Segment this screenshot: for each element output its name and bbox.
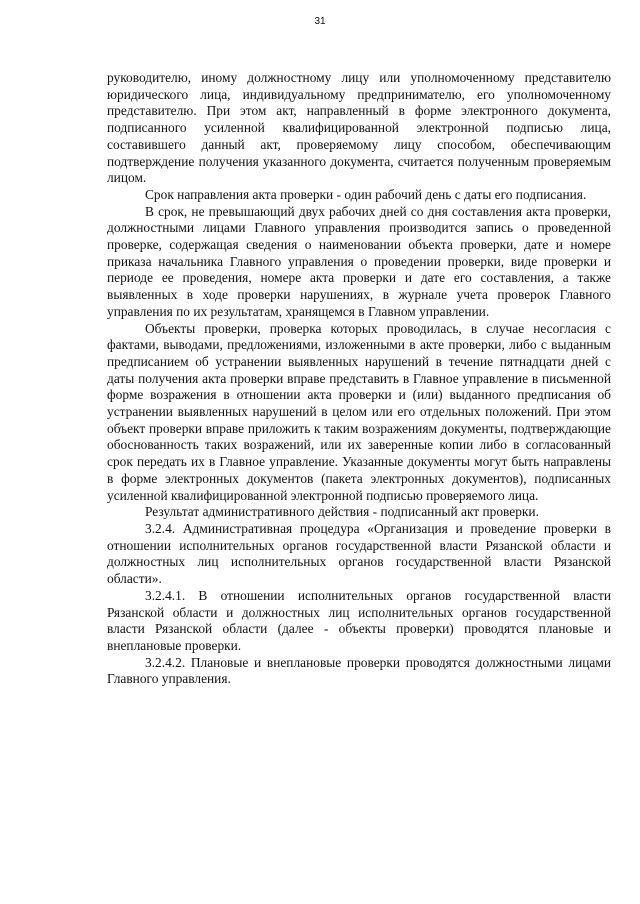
page-number: 31: [314, 16, 326, 27]
paragraph-objections: Объекты проверки, проверка которых проводилась, в случае несогласия с фактами, выводами, предложениями, изложенными в акте проверки, либо с выданным предписанием об устранении выявленных нарушений в течение пятнадцати дней с даты получения акта проверки вправе представить в Главное управление в письменной форме возражения в отношении акта проверки и (или) выданного предписания об устранении выявленных нарушений в целом или его отдельных положений. При этом объект проверки вправе приложить к таким возражениям документы, подтверждающие обоснованность таких возражений, или их заверенные копии либо в согласованный срок передать их в Главное управление. Указанные документы могут быть направлены в форме электронных документов (пакета электронных документов), подписанных усиленной квалифицированной электронной подписью проверяемого лица.: [107, 320, 611, 503]
paragraph-journal-record: В срок, не превышающий двух рабочих дней со дня составления акта проверки, должностными лицами Главного управления производится запись о проведенной проверке, содержащая сведения о наименовании объекта проверки, дате и номере приказа начальника Главного управления о проведении проверки, виде проверки и периоде ее проведения, номере акта проверки и дате его составления, а также выявленных в ходе проверки нарушениях, в журнале учета проверок Главного управления по их результатам, хранящемся в Главном управлении.: [107, 203, 611, 319]
paragraph-section-3-2-4-2: 3.2.4.2. Плановые и внеплановые проверки проводятся должностными лицами Главного управления.: [107, 654, 611, 687]
paragraph-result: Результат административного действия - подписанный акт проверки.: [145, 504, 539, 520]
paragraph-section-3-2-4-1: 3.2.4.1. В отношении исполнительных органов государственной власти Рязанской области и должностных лиц исполнительных органов государственной власти Рязанской области (далее - объекты проверки) проводятся плановые и внеплановые проверки.: [107, 587, 611, 653]
paragraph-act-deadline: Срок направления акта проверки - один рабочий день с даты его подписания.: [145, 186, 587, 202]
paragraph-continuation: руководителю, иному должностному лицу или уполномоченному представителю юридического лица, индивидуальному предпринимателю, его уполномоченному представителю. При этом акт, направленный в форме электронного документа, подписанного усиленной квалифицированной электронной подписью лица, составившего данный акт, проверяемому лицу способом, обеспечивающим подтверждение получения указанного документа, считается полученным проверяемым лицом.: [107, 70, 611, 186]
paragraph-section-3-2-4: 3.2.4. Административная процедура «Организация и проведение проверки в отношении исполнительных органов государственной власти Рязанской области и должностных лиц исполнительных органов государственной власти Рязанской области».: [107, 520, 611, 587]
document-body: [107, 70, 611, 688]
